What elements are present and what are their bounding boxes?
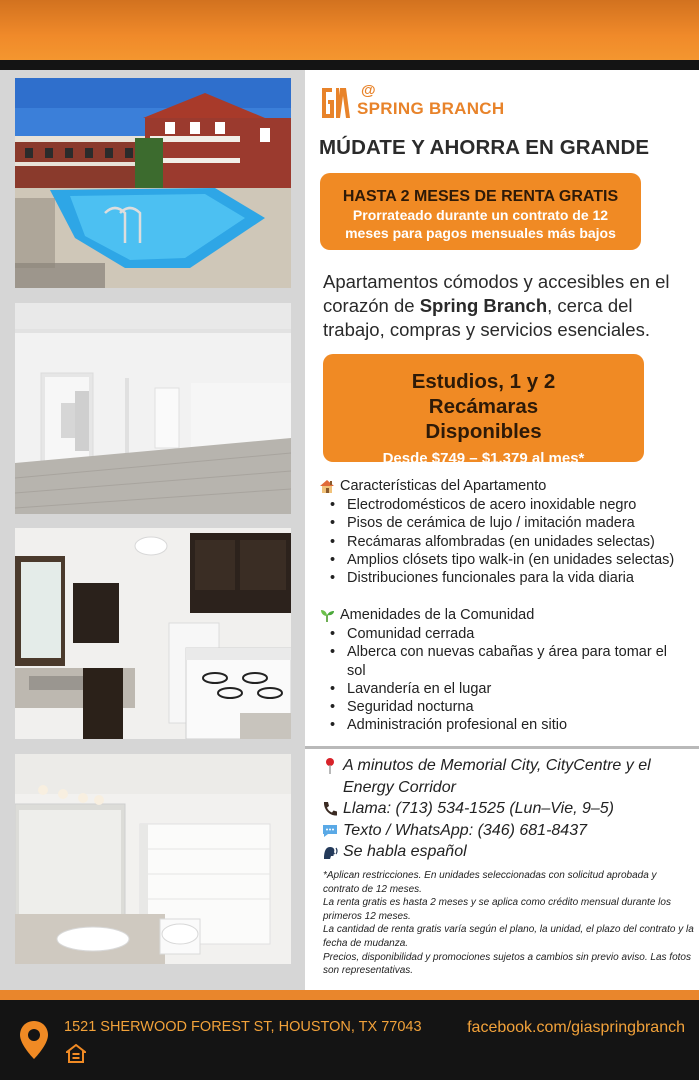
units-title: Estudios, 1 y 2 Recámaras Disponibles — [411, 370, 556, 443]
list-item: • Administración profesional en sitio — [319, 716, 687, 734]
promo-line-1: Prorrateado durante un contrato de 12 — [352, 207, 609, 223]
promo-box — [320, 173, 641, 250]
headline: MÚDATE Y AHORRA EN GRANDE — [319, 136, 650, 159]
spanish-row — [321, 841, 691, 863]
list-item: • Pisos de cerámica de lujo / imitación madera — [319, 514, 687, 532]
kitchen-photo — [15, 528, 291, 739]
location-pin-icon — [18, 1020, 50, 1060]
list-item: • Alberca con nuevas cabañas y área para tomar el sol — [319, 643, 669, 680]
list-item: • Comunidad cerrada — [319, 625, 687, 643]
top-banner — [0, 0, 699, 60]
list-item: • Electrodomésticos de acero inoxidable negro — [319, 496, 687, 514]
speaking-head-icon — [321, 843, 339, 861]
units-box — [323, 354, 644, 467]
intro-before: Apartamentos cómodos y accesibles en el corazón de — [323, 271, 670, 316]
promo-line-2: meses para pagos mensuales más bajos — [345, 225, 616, 241]
fine-print — [323, 869, 695, 978]
logo-at: @ — [361, 82, 376, 99]
location-row — [321, 755, 691, 798]
list-item: • Recámaras alfombradas (en unidades selectas) — [319, 533, 687, 551]
intro-text — [323, 270, 693, 342]
living-room-photo — [15, 303, 291, 514]
bottom-accent — [0, 990, 699, 1000]
intro-after: , cerca del trabajo, compras y servicios esenciales. — [323, 295, 650, 340]
whatsapp-text[interactable]: Texto / WhatsApp: (346) 681-8437 — [343, 821, 587, 839]
features-section — [319, 477, 687, 587]
brand-logo — [319, 82, 519, 122]
equal-housing-icon — [66, 1044, 86, 1063]
intro-bold: Spring Branch — [419, 295, 548, 316]
contact-info — [321, 755, 691, 863]
fine-print-line: Precios, disponibilidad y promociones sujetos a cambios sin previo aviso. Las fotos son representativas. — [323, 951, 691, 977]
footer-address: 1521 SHERWOOD FOREST ST, HOUSTON, TX 77043 — [64, 1019, 422, 1035]
section-divider — [305, 746, 699, 749]
promo-title: HASTA 2 MESES DE RENTA GRATIS — [342, 188, 619, 205]
amenities-list — [319, 625, 687, 735]
features-title: Características del Apartamento — [340, 478, 547, 494]
fine-print-line: La renta gratis es hasta 2 meses y se aplica como crédito mensual durante los primeros 12 meses. — [323, 897, 671, 922]
facebook-link[interactable]: facebook.com/giaspringbranch — [467, 1019, 685, 1036]
pool-photo — [15, 78, 291, 288]
photo-column — [0, 70, 305, 990]
amenities-section — [319, 606, 687, 735]
phone-text[interactable]: Llama: (713) 534-1525 (Lun–Vie, 9–5) — [343, 800, 614, 817]
phone-row[interactable] — [321, 798, 691, 820]
amenities-title: Amenidades de la Comunidad — [340, 607, 535, 623]
phone-icon — [321, 800, 339, 818]
features-heading — [319, 477, 687, 495]
list-item: • Seguridad nocturna — [319, 698, 687, 716]
map-pin-icon — [321, 757, 339, 775]
units-price: Desde $749 – $1,379 al mes* — [382, 450, 585, 467]
fine-print-line: *Aplican restricciones. En unidades seleccionadas con solicitud aprobada y contrato de 12 meses. — [323, 870, 657, 895]
list-item: • Distribuciones funcionales para la vida diaria — [319, 569, 687, 587]
bathroom-photo — [15, 754, 291, 964]
location-text: A minutos de Memorial City, CityCentre y el Energy Corridor — [343, 757, 651, 796]
text-row[interactable] — [321, 820, 691, 842]
top-rule — [0, 60, 699, 70]
features-list — [319, 496, 687, 587]
sprout-icon — [319, 607, 335, 623]
content-column — [305, 70, 699, 990]
footer — [0, 1000, 699, 1080]
chat-bubble-icon — [321, 822, 339, 840]
spanish-text: Se habla español — [343, 843, 467, 860]
fine-print-line: La cantidad de renta gratis varía según el plano, la unidad, el plazo del contrato y la fecha de mudanza. — [323, 924, 694, 949]
house-icon — [319, 478, 335, 494]
list-item: • Lavandería en el lugar — [319, 680, 687, 698]
amenities-heading — [319, 606, 687, 624]
list-item: • Amplios clósets tipo walk-in (en unidades selectas) — [319, 551, 687, 569]
logo-name: SPRING BRANCH — [357, 99, 505, 118]
gia-logo-icon — [319, 84, 353, 122]
